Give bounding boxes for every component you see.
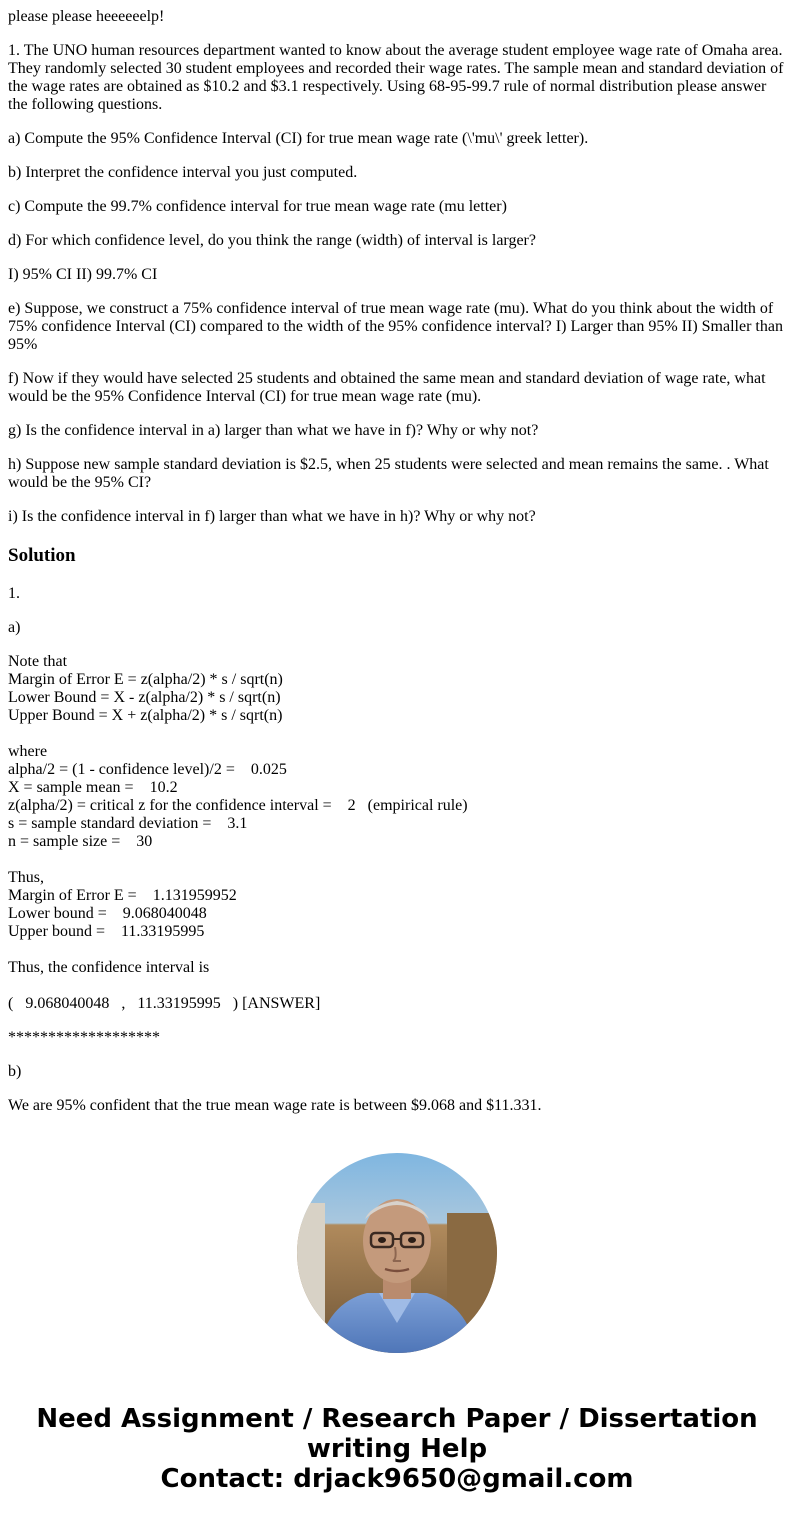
ci-intro: Thus, the confidence interval is (8, 959, 210, 976)
interpretation-text: We are 95% confident that the true mean wage rate is between $9.068 and $11.331. (8, 1097, 542, 1114)
question-b: b) Interpret the confidence interval you just computed. (8, 164, 358, 181)
results-block: Thus, Margin of Error E = 1.131959952 Lower bound = 9.068040048 Upper bound = 11.33195995 (8, 869, 237, 940)
question-1: 1. The UNO human resources department wanted to know about the average student employee wage rate of Omaha area. They randomly selected 30 student employees and recorded their wage rates. The sample mean and standard deviation of the wage rates are obtained as $10.2 and $3.1 respectively. Using 68-95-99.7 rule of normal distribution please answer the following questions. (8, 42, 784, 113)
question-d: d) For which confidence level, do you think the range (width) of interval is larger? (8, 232, 536, 249)
question-f: f) Now if they would have selected 25 students and obtained the same mean and standard deviation of wage rate, what would be the 95% Confidence Interval (CI) for true mean wage rate (mu). (8, 370, 766, 405)
footer-line-2: writing Help (306, 1434, 488, 1464)
question-c: c) Compute the 99.7% confidence interval for true mean wage rate (mu letter) (8, 198, 507, 215)
author-avatar (297, 1153, 497, 1353)
solution-part-a: a) (8, 619, 21, 636)
footer-banner (0, 1404, 794, 1494)
solution-heading: Solution (8, 545, 76, 566)
solution-number: 1. (8, 585, 20, 602)
question-d-options: I) 95% CI II) 99.7% CI (8, 266, 158, 283)
question-e: e) Suppose, we construct a 75% confidence interval of true mean wage rate (mu). What do you think about the width of 75% confidence Interval (CI) compared to the width of the 95% confidence interval? I) Larger than 95% II) Smaller than 95% (8, 300, 783, 353)
question-a: a) Compute the 95% Confidence Interval (CI) for true mean wage rate (\'mu\' greek letter). (8, 130, 589, 147)
intro-text: please please heeeeeelp! (8, 8, 165, 25)
question-h: h) Suppose new sample standard deviation is $2.5, when 25 students were selected and mean remains the same. . What would be the 95% CI? (8, 456, 769, 491)
footer-line-1: Need Assignment / Research Paper / Dissertation (36, 1404, 758, 1434)
footer-contact: Contact: drjack9650@gmail.com (160, 1464, 634, 1494)
where-block: where alpha/2 = (1 - confidence level)/2 = 0.025 X = sample mean = 10.2 z(alpha/2) = critical z for the confidence interval = 2 (empirical rule) s = sample standard deviation = 3.1 n = sample size = 30 (8, 743, 468, 850)
solution-part-b: b) (8, 1063, 22, 1080)
formula-block: Note that Margin of Error E = z(alpha/2) * s / sqrt(n) Lower Bound = X - z(alpha/2) * s / sqrt(n) Upper Bound = X + z(alpha/2) * s / sqrt(n) (8, 653, 283, 724)
separator-stars: ******************* (8, 1029, 160, 1046)
question-g: g) Is the confidence interval in a) larger than what we have in f)? Why or why not? (8, 422, 539, 439)
ci-answer: ( 9.068040048 , 11.33195995 ) [ANSWER] (8, 995, 321, 1012)
question-i: i) Is the confidence interval in f) larger than what we have in h)? Why or why not? (8, 508, 536, 525)
